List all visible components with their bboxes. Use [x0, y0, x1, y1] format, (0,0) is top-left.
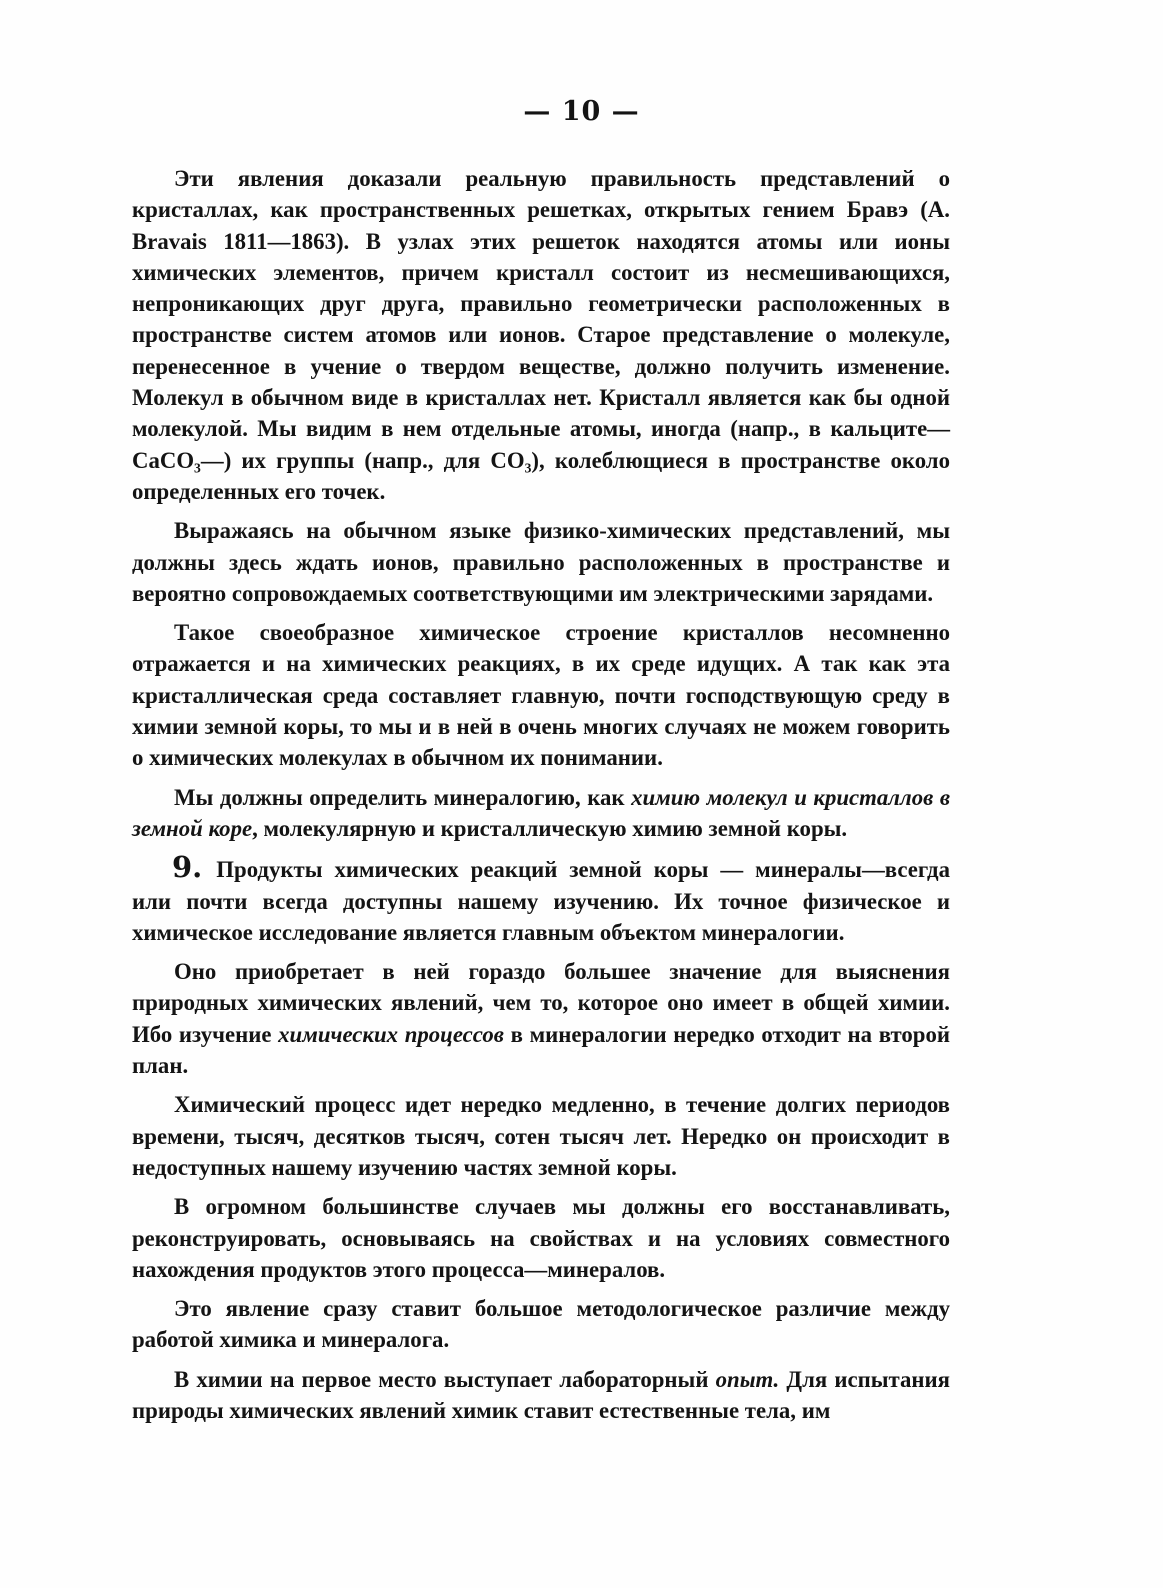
- paragraph: Это явление сразу ставит большое методологическое различие между работой химика и минералога.: [132, 1296, 950, 1353]
- paragraph: [132, 1364, 950, 1427]
- paragraph-text: Для испытания природы химических явлений химик ставит естественные тела, им: [132, 1366, 950, 1423]
- paragraph-text: в минералогии нередко отходит на второй план.: [132, 1021, 950, 1079]
- emphasis-text: химию молекул и кристаллов в земной коре: [132, 784, 951, 841]
- page-number: — 10 —: [523, 96, 640, 127]
- paragraph: Такое своеобразное химическое строение кристаллов несомненно отражается и на химических реакциях, в их среде идущих. А так как эта кристаллическая среда составляет главную, почти господствующую среду в химии земной коры, то мы и в ней в очень многих случаях не можем говорить о химических молекулах в обычном их понимании.: [132, 620, 950, 771]
- page-body: [132, 163, 950, 1434]
- emphasis-text: химических процессов: [278, 1021, 504, 1047]
- section-number: 9.: [172, 850, 203, 885]
- paragraph: Химический процесс идет нередко медленно, в течение долгих периодов времени, тысяч, десятков тысяч, сотен тысяч лет. Нередко он происходит в недоступных нашему изучению частях земной коры.: [132, 1092, 950, 1180]
- paragraph-text: Оно приобретает в ней гораздо большее значение для выяснения природных химических явлений, чем то, которое оно имеет в общей химии. Ибо изучение: [132, 959, 950, 1047]
- section-paragraph: [132, 852, 950, 948]
- paragraph: Эти явления доказали реальную правильность представлений о кристаллах, как пространственных решетках, открытых гением Бравэ (A. Bravais 1811—1863). В узлах этих решеток находятся атомы или ионы химических элементов, причем кристалл состоит из несмешивающихся, непроникающих друг друга, правильно геометрически расположенных в пространстве систем атомов или ионов. Старое представление о молекуле, перенесенное в учение о твердом веществе, должно получить изменение. Молекул в обычном виде в кристаллах нет. Кристалл является как бы одной молекулой. Мы видим в нем отдельные атомы, иногда (напр., в кальците—CaCO₃—) их группы (напр., для CO₃), колеблющиеся в пространстве около определенных его точек.: [132, 166, 950, 504]
- emphasis-text: опыт.: [715, 1366, 780, 1392]
- paragraph-text: , молекулярную и кристаллическую химию земной коры.: [252, 815, 848, 841]
- paragraph: В огромном большинстве случаев мы должны его восстанавливать, реконструировать, основываясь на свойствах и на условиях совместного нахождения продуктов этого процесса—минералов.: [132, 1194, 950, 1282]
- paragraph: [132, 782, 950, 845]
- paragraph: [132, 956, 950, 1081]
- paragraph: Выражаясь на обычном языке физико-химических представлений, мы должны здесь ждать ионов, правильно расположенных в пространстве и вероятно сопровождаемых соответствующими им электрическими зарядами.: [132, 518, 950, 606]
- paragraph-text: Продукты химических реакций земной коры — минералы—всегда или почти всегда доступны нашему изучению. Их точное физическое и химическое исследование является главным объектом минералогии.: [132, 857, 950, 945]
- paragraph-text: Мы должны определить минералогию, как: [174, 784, 632, 810]
- paragraph-text: В химии на первое место выступает лабораторный: [174, 1366, 716, 1392]
